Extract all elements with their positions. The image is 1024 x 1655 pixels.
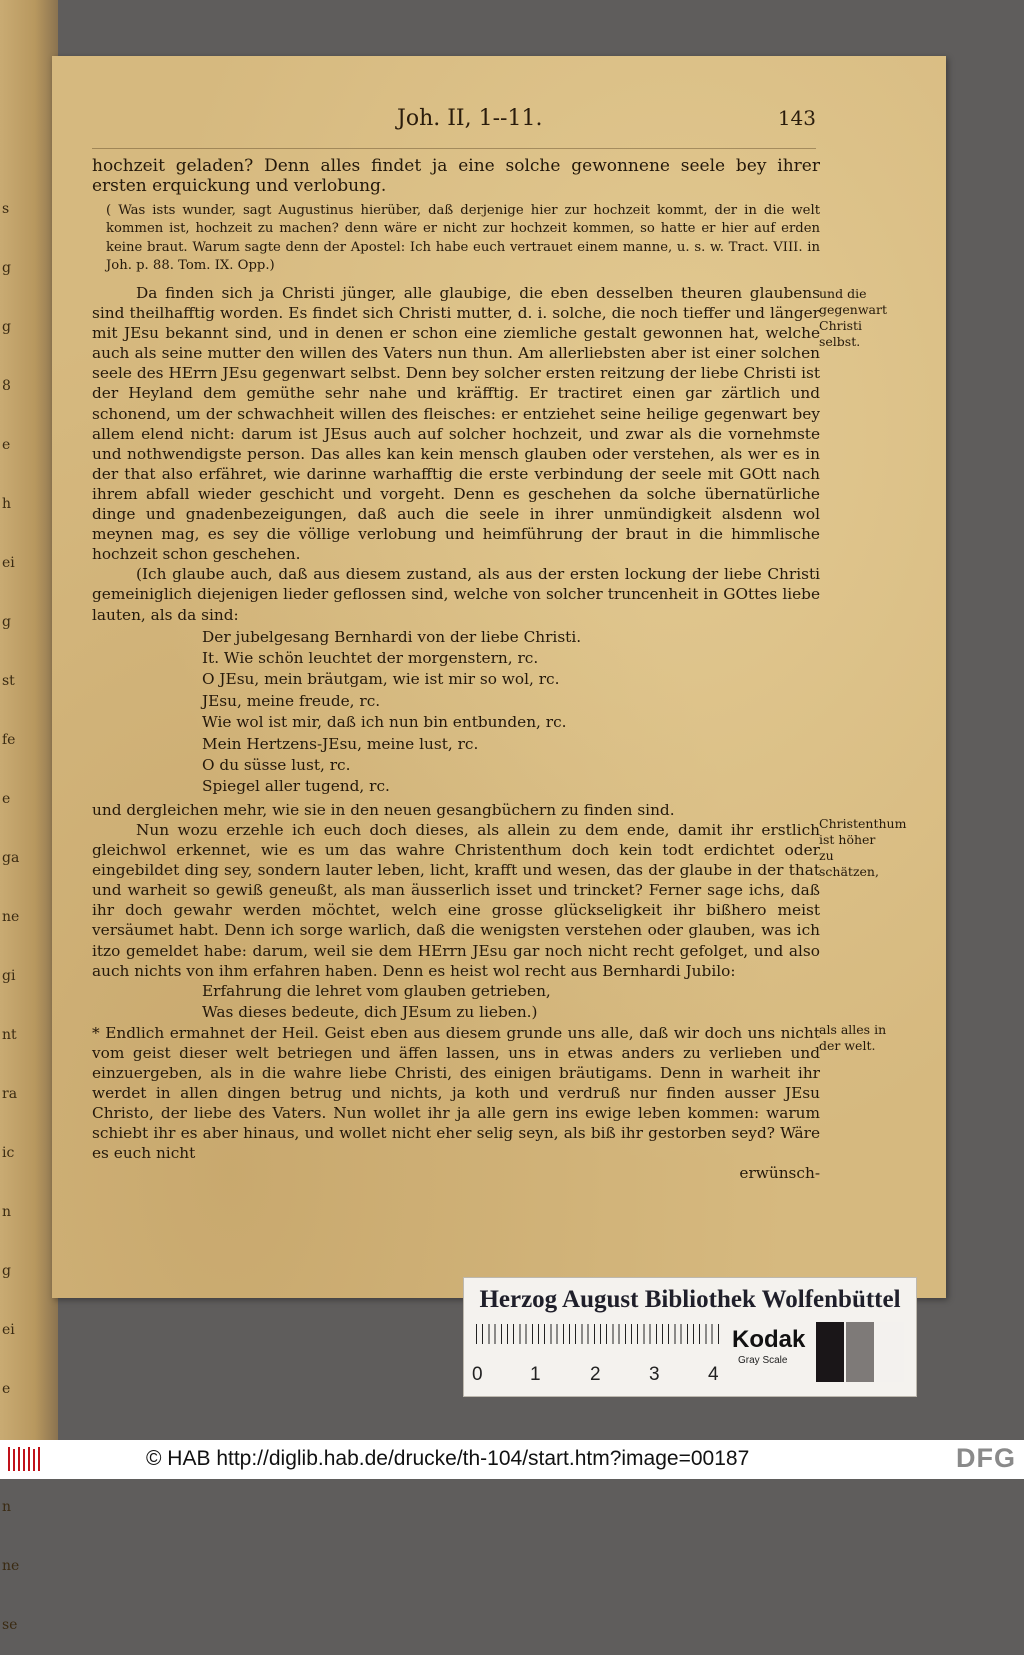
page-header [52,106,946,136]
running-head: Joh. II, 1--11. [397,106,543,131]
library-color-scale-label [463,1277,917,1397]
previous-page-fragment: n [2,1204,12,1220]
previous-page-fragment: e [2,437,11,453]
footer-credit[interactable]: © HAB http://diglib.hab.de/drucke/th-104/start.htm?image=00187 [146,1447,750,1470]
previous-page-fragment: ne [2,1558,20,1574]
previous-page-fragment: s [2,201,10,217]
previous-page-fragment: g [2,260,11,276]
song-item: O JEsu, mein bräutgam, wie ist mir so wol, rc. [202,670,560,689]
song-item: O du süsse lust, rc. [202,756,351,775]
gray-patch-light [876,1322,904,1382]
paragraph-christianity: Nun wozu erzehle ich euch doch dieses, als allein zu dem ende, damit ihr erstlich gleichwol erkennet, wie es um das wahre Christenthum doch kein todt erdichtet oder eingebildet ding sey, sondern lauter leben, licht, krafft und wesen, das der glaube in der that und warheit so gewiß geneußt, als man äusserlich isset und trincket? Ferner sage ichs, daß ihr doch gewahr werden möchtet, welch eine grosse glückseligkeit ihr bißhero meist versäumet habt. Denn ich sorge warlich, daß die wenigsten verstehen oder glauben, was ich itzo gemeldet habe: darum, weil sie dem HErrn JEsu gar noch nicht recht gefolget, und also auch nichts von ihm erfahren haben. Denn es heist wol recht aus Bernhardi Jubilo: [92,820,820,980]
augustine-quote: ( Was ists wunder, sagt Augustinus hierüber, daß derjenige hier zur hochzeit kommt, der in die welt kommen ist, hochzeit zu machen? denn wäre er nicht zur hochzeit kommen, so hatte er hier auf erden keine braut. Warum sagte denn der Apostel: Ich habe euch vertrauet einem manne, u. s. w. Tract. VIII. in Joh. p. 88. Tom. IX. Opp.) [106,203,820,273]
footer-bar [0,1440,1024,1479]
measuring-ruler [476,1324,724,1364]
previous-page-fragment: h [2,496,12,512]
paragraph-finally-text: Endlich ermahnet der Heil. Geist eben aus diesem grunde uns alle, daß wir doch uns nicht vom geist dieser welt betriegen und äffen lassen, uns in etwas anders zu verlieben und einzuergeben, als in die wahre liebe Christi, des einigen bräutigams. Denn in warheit ihr werdet in allen dingen betrug und nichts, ja koth und verdruß nur finden ausser JEsu Christo, der liebe des Vaters. Nun wollet ihr ja alle gern ins ewige leben kommen: warum schiebt ihr es aber hinaus, und wollet nicht eher selig seyn, als biß ihr gestorben seyd? Wäre es euch nicht [92,1023,820,1163]
paragraph-intro: hochzeit geladen? Denn alles findet ja eine solche gewonnene seele bey ihrer ersten erquickung und verlobung. [92,156,820,197]
paragraph-marker: * [92,1023,100,1042]
previous-page-edge [0,0,58,1633]
kodak-subtitle: Gray Scale [738,1355,788,1366]
song-list [92,627,820,798]
paragraph-finally [92,1023,820,1164]
hab-logo-bar [23,1449,25,1471]
after-songs: und dergleichen mehr, wie sie in den neuen gesangbüchern zu finden sind. [92,800,675,819]
previous-page-fragment: se [2,1617,18,1633]
hab-logo-bar [33,1449,35,1471]
verse-line: Erfahrung die lehret vom glauben getrieben, [202,981,551,1000]
previous-page-fragment: ic [2,1145,15,1161]
ruler-number: 4 [708,1364,719,1385]
dfg-logo: DFG [956,1443,1016,1473]
previous-page-fragment: st [2,673,15,689]
page-number: 143 [777,106,816,130]
page-body [92,156,820,1183]
previous-page-fragments [2,180,22,1655]
hab-logo-bar [38,1447,40,1471]
hab-logo-icon [6,1445,46,1473]
previous-page-fragment: ei [2,1322,15,1338]
previous-page-fragment: g [2,319,11,335]
song-item: Mein Hertzens-JEsu, meine lust, rc. [202,734,479,753]
previous-page-fragment: n [2,1499,12,1515]
book-page [52,56,946,1298]
previous-page-fragment: 8 [2,378,11,394]
hab-logo-bar [18,1447,20,1471]
hab-logo-bar [13,1449,15,1471]
catchword: erwünsch- [739,1164,820,1183]
hab-logo-bar [28,1447,30,1471]
verse-line: Was dieses bedeute, dich JEsum zu lieben.) [202,1002,538,1021]
ruler-number: 0 [472,1364,483,1385]
previous-page-fragment: gi [2,968,16,984]
ruler-number: 1 [530,1364,541,1385]
previous-page-fragment: ra [2,1086,18,1102]
kodak-brand: Kodak [732,1326,806,1353]
previous-page-fragment: ga [2,850,20,866]
previous-page-fragment: g [2,614,11,630]
song-item: It. Wie schön leuchtet der morgenstern, rc. [202,649,539,667]
gray-patch-mid [846,1322,874,1382]
paragraph-songs-intro: (Ich glaube auch, daß aus diesem zustand, als aus der ersten lockung der liebe Christi gemeiniglich diejenigen lieder geflossen sind, welche von solcher truncenheit in GOttes liebe lauten, als da sind: [92,565,820,624]
song-item: JEsu, meine freude, rc. [202,691,381,710]
bernhard-verse [92,981,820,1023]
song-item: Wie wol ist mir, daß ich nun bin entbunden, rc. [202,713,567,732]
song-item: Spiegel aller tugend, rc. [202,777,390,796]
previous-page-fragment: e [2,1381,11,1397]
ruler-number: 2 [590,1364,601,1385]
hab-logo-bar [8,1447,10,1471]
previous-page-fragment: ei [2,555,15,571]
ruler-number: 3 [649,1364,660,1385]
previous-page-fragment: e [2,791,11,807]
previous-page-fragment: ne [2,909,20,925]
paragraph-disciples: Da finden sich ja Christi jünger, alle glaubige, die eben desselben theuren glaubens sind theilhafftig worden. Es findet sich Christi mutter, d. i. solche, die noch tieffer und länger mit JEsu bekannt sind, und in denen er schon eine ziemliche gestalt gewonnen hat, welche auch als seine mutter den willen des Vaters nun thun. Am allerliebsten aber ist einer solchen seele des HErrn JEsu gegenwart selbst. Denn bey solcher ersten reitzung der liebe Christi ist der Heyland dem gemüthe sehr nahe und kräfftig. Er tractiret einen gar zärtlich und schonend, um der schwachheit willen des fleisches: er entziehet seine heilige gegenwart bey allem elend nicht: darum ist JEsus auch auf solcher hochzeit, und zwar als die vornehmste und nothwendigste person. Das alles kan kein mensch glauben oder verstehen, als wer es in der that also erfähret, wie darinne warhafftig die erste verbindung der seele mit GOtt nach ihrem abfall wieder geschicht und vorgeht. Denn es geschehen da solche übernatürliche dinge und gnadenbezeigungen, daß auch die seele in ihrer unmündigkeit alsdenn wol meynen mag, es sey die völlige verlobung und heimführung der braut in die himmlische hochzeit schon geschehen. [92,284,820,564]
library-name: Herzog August Bibliothek Wolfenbüttel [479,1286,901,1313]
header-rule [92,148,816,149]
gray-patch-dark [816,1322,844,1382]
previous-page-fragment: fe [2,732,16,748]
margin-note-christianity: Christenthum ist höher zu schätzen, [819,816,907,879]
margin-note-presence: und die gegenwart Christi selbst. [819,286,887,349]
margin-note-world: als alles in der welt. [819,1022,887,1053]
song-item: Der jubelgesang Bernhardi von der liebe Christi. [202,627,582,646]
previous-page-fragment: nt [2,1027,17,1043]
previous-page-fragment: g [2,1263,11,1279]
